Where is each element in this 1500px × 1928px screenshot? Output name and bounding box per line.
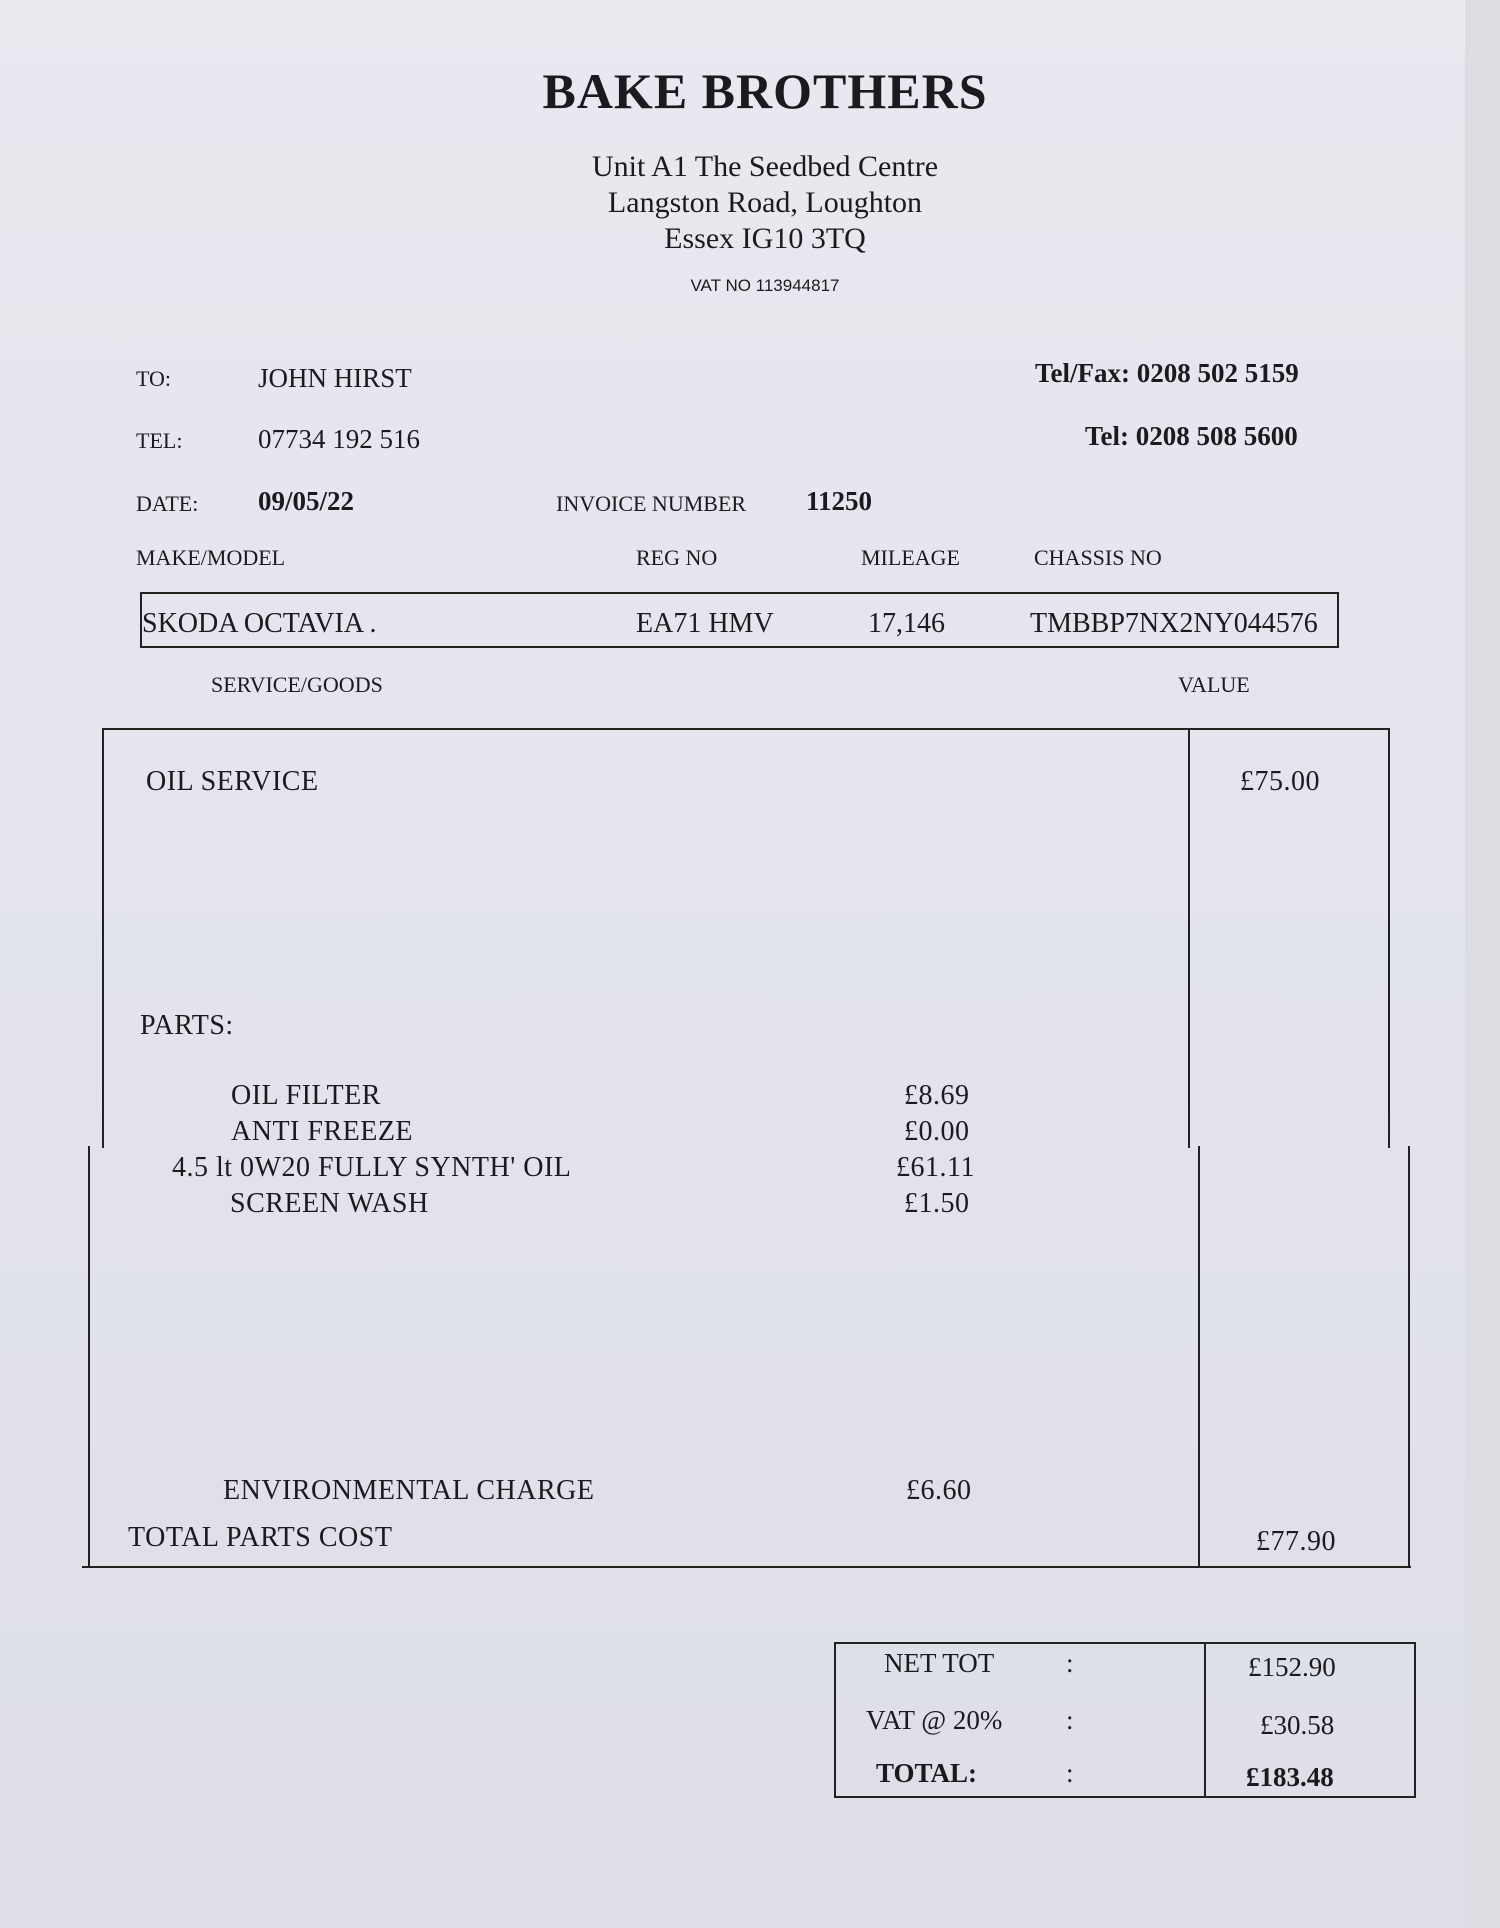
invoice-number: 11250 — [806, 486, 873, 516]
vat-colon: : — [1066, 1705, 1074, 1735]
part-price: £1.50 — [904, 1188, 970, 1219]
address-line-3: Essex IG10 3TQ — [664, 222, 866, 255]
part-price: £8.69 — [904, 1080, 970, 1111]
customer-tel: 07734 192 516 — [258, 424, 420, 454]
services-box-right-lower — [1408, 1146, 1410, 1568]
vat-label: VAT @ 20% — [866, 1705, 1003, 1735]
vehicle-reg-no: EA71 HMV — [636, 608, 774, 639]
service-name: OIL SERVICE — [146, 766, 319, 797]
address-line-2: Langston Road, Loughton — [607, 186, 923, 219]
part-price: £0.00 — [904, 1116, 970, 1147]
service-goods-header: SERVICE/GOODS — [211, 672, 383, 697]
company-tel-fax: Tel/Fax: 0208 502 5159 — [1035, 358, 1299, 388]
total-parts-label: TOTAL PARTS COST — [128, 1522, 393, 1553]
net-total-value: £152.90 — [1248, 1652, 1336, 1682]
environmental-charge-value: £6.60 — [906, 1475, 972, 1506]
totals-box-divider — [1204, 1642, 1206, 1796]
vat-number: VAT NO 113944817 — [690, 276, 840, 295]
part-name: 4.5 lt 0W20 FULLY SYNTH' OIL — [172, 1152, 572, 1183]
total-parts-value: £77.90 — [1256, 1526, 1336, 1557]
services-box-top — [104, 728, 1390, 730]
reg-no-header: REG NO — [636, 545, 718, 570]
part-name: OIL FILTER — [231, 1080, 381, 1111]
make-model-header: MAKE/MODEL — [136, 545, 286, 570]
invoice-number-label: INVOICE NUMBER — [556, 491, 747, 516]
customer-name: JOHN HIRST — [258, 363, 412, 393]
part-name: ANTI FREEZE — [231, 1116, 414, 1147]
parts-label: PARTS: — [140, 1010, 234, 1041]
vehicle-make-model: SKODA OCTAVIA . — [142, 608, 377, 639]
grand-total-colon: : — [1066, 1758, 1074, 1788]
date-label: DATE: — [136, 491, 199, 516]
company-name: BAKE BROTHERS — [542, 63, 988, 119]
grand-total-value: £183.48 — [1246, 1762, 1334, 1792]
net-total-colon: : — [1066, 1648, 1074, 1678]
grand-total-label: TOTAL: — [876, 1758, 978, 1788]
vehicle-chassis-no: TMBBP7NX2NY044576 — [1030, 608, 1318, 639]
net-total-label: NET TOT — [884, 1648, 995, 1678]
services-box-left-upper — [102, 728, 104, 1148]
services-box-bottom — [82, 1566, 1411, 1568]
vehicle-mileage: 17,146 — [868, 608, 945, 639]
tel-label: TEL: — [136, 428, 183, 453]
address-line-1: Unit A1 The Seedbed Centre — [591, 150, 939, 183]
environmental-charge-label: ENVIRONMENTAL CHARGE — [223, 1475, 595, 1506]
service-value: £75.00 — [1240, 766, 1320, 797]
services-box-left-lower — [88, 1146, 90, 1568]
part-price: £61.11 — [896, 1152, 975, 1183]
mileage-header: MILEAGE — [861, 545, 960, 570]
chassis-no-header: CHASSIS NO — [1034, 545, 1162, 570]
services-box-divider-lower — [1198, 1146, 1200, 1568]
part-name: SCREEN WASH — [230, 1188, 429, 1219]
services-box-right-upper — [1388, 728, 1390, 1148]
company-tel: Tel: 0208 508 5600 — [1085, 421, 1298, 451]
value-header: VALUE — [1178, 672, 1250, 697]
vat-value: £30.58 — [1260, 1710, 1335, 1740]
services-box-divider-upper — [1188, 728, 1190, 1148]
invoice-date: 09/05/22 — [258, 486, 355, 516]
to-label: TO: — [136, 366, 172, 391]
